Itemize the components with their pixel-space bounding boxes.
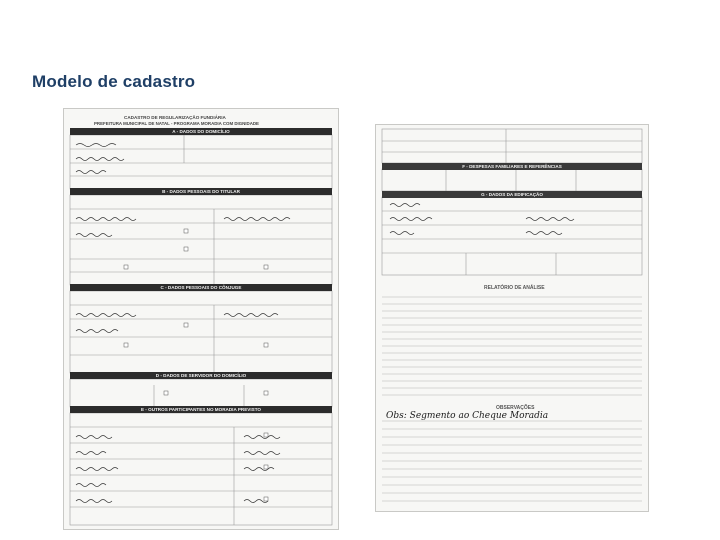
- form-scan-right: [375, 124, 649, 512]
- form-scan-left: [63, 108, 339, 530]
- analysis-report-heading: RELATÓRIO DE ANÁLISE: [484, 285, 545, 291]
- section-header: B - DADOS PESSOAIS DO TITULAR: [70, 188, 332, 195]
- form-grid-right: [376, 125, 648, 511]
- section-header: G - DADOS DA EDIFICAÇÃO: [382, 191, 642, 198]
- form-subheading: PREFEITURA MUNICIPAL DE NATAL - PROGRAMA MORADIA COM DIGNIDADE: [94, 121, 259, 126]
- observations-heading: OBSERVAÇÕES: [496, 405, 535, 411]
- slide-title: Modelo de cadastro: [32, 72, 196, 91]
- section-header: E - OUTROS PARTICIPANTES NO MORADIA PREVISTO: [70, 406, 332, 413]
- section-header: D - DADOS DE SERVIDOR DO DOMICÍLIO: [70, 372, 332, 379]
- form-heading: CADASTRO DE REGULARIZAÇÃO FUNDIÁRIA: [124, 115, 226, 120]
- section-header: F - DESPESAS FAMILIARES E REFERÊNCIAS: [382, 163, 642, 170]
- handwriting-scribbles-left: [64, 109, 338, 529]
- section-header: C - DADOS PESSOAIS DO CÔNJUGE: [70, 284, 332, 291]
- section-header: A - DADOS DO DOMICÍLIO: [70, 128, 332, 135]
- observation-handwriting: Obs: Segmento ao Cheque Moradia: [386, 411, 549, 421]
